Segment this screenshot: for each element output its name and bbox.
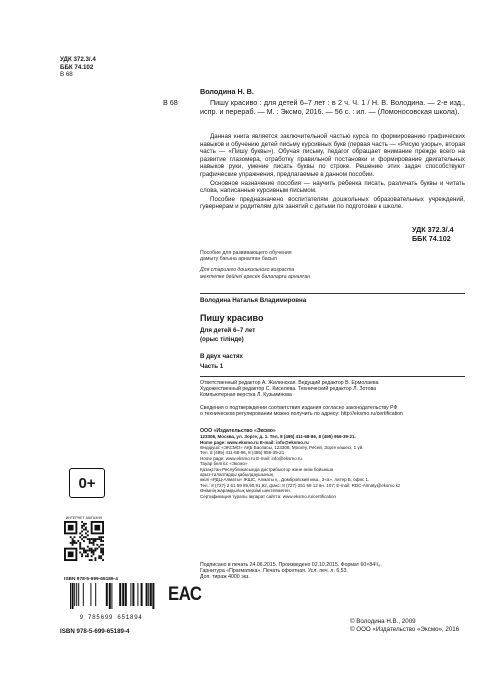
print-info <box>200 562 382 581</box>
publisher-line: арыз-талаптарды қабылдаушының <box>200 472 274 478</box>
bbk-code: ББК 74.102 <box>60 63 94 71</box>
publisher-block <box>200 428 465 499</box>
copyright-block <box>350 618 459 633</box>
book-subtitle: Для детей 6–7 лет <box>200 327 256 334</box>
book-language: (орыс тілінде) <box>200 336 244 343</box>
copyright-line: © Володина Н.В., 2009 <box>350 618 416 625</box>
audience-line: Пособие для развивающего обучения <box>200 250 292 256</box>
record-description: Пишу красиво : для детей 6–7 лет : в 2 ч. Ч. 1 / Н. В. Володина. — 2-е изд., испр. и перераб. — М. : Эксмо, 2016. — 56 с. : ил. — (Ломоносовская школа). <box>200 98 467 116</box>
publisher-line: Тел. 8 (495) 411-68-86, 8 (495) 956-39-21 <box>200 450 285 456</box>
credits-line: Художественный редактор С. Киселева. Технический редактор Л. Зотова <box>200 386 377 393</box>
author-sign: В 68 <box>60 71 73 79</box>
eac-mark: ЕАС <box>168 584 202 605</box>
credits-line: Ответственный редактор А. Жилинская. Ведущий редактор В. Ермолаева <box>200 380 379 386</box>
age-rating-text: 0+ <box>78 474 96 492</box>
abstract <box>200 133 465 211</box>
book-title: Пишу красиво <box>200 313 264 323</box>
publisher-line: Home page: www.eksmo.ru E-mail: info@eksmo.ru. <box>200 455 304 461</box>
print-info-line: Подписано в печать 24.06.2015. Произведено 02.10.2015. Формат 60×84¹/₈. <box>200 562 382 568</box>
certification <box>200 405 403 417</box>
publisher-line: Тел.: 8 (727) 2 51 59 89,90,91,92, факс: 8 (727) 251 58 12 вн. 107; E-mail: RDC-Almaty@eksmo.kz <box>200 482 401 488</box>
udc-code: УДК 372.3/.4 <box>60 56 96 63</box>
barcode-digits: 9 785699 651894 <box>79 614 143 621</box>
isbn-small: ISBN 978-5-699-65189-4 <box>64 577 118 582</box>
credits <box>200 380 378 399</box>
certification-line: Сведения о подтверждении соответствия издания согласно законодательству РФ <box>200 405 398 411</box>
isbn-main: ISBN 978-5-699-65189-4 <box>60 628 130 635</box>
publisher-line: өкілі «РДЦ-Алматы» ЖШС, Алматы қ., Домбровский көш., 3«а», литер Б, офис 1. <box>200 477 370 483</box>
abstract-paragraph: Данная книга является заключительной частью курса по формированию графических навыков и обучению детей письму курсивных букв (первая часть — «Рисую узоры», вторая часть — «Пишу буквы»). Обучая письму, педагог обращает внимание прежде всего на развитие глазомера, отработку правильной постановки и формирование двигательных навыков руки, умение писать буквы по строке. Решению этих задач способствуют графические упражнения, предлагаемые в данном пособии. <box>200 133 465 178</box>
book-parts: В двух частях <box>200 353 243 360</box>
credits-line: Компьютерная верстка Л. Кузьминова <box>200 392 292 399</box>
audience-line: Для старшего дошкольного возраста <box>200 267 295 274</box>
record-side-code: В 68 <box>163 98 178 107</box>
bbk-code-right: ББК 74.102 <box>412 233 451 243</box>
book-part: Часть 1 <box>200 363 224 370</box>
abstract-paragraph: Основное назначение пособия — научить ребенка писать, различать буквы и читать слова, написанные курсивным письмом. <box>200 179 465 195</box>
publisher-name: ООО «Издательство «Эксмо» <box>200 428 276 434</box>
publisher-line: Сертификация туралы ақпарат сайтта: www.eksmo.ru/certification <box>200 493 336 499</box>
isbn-barcode <box>64 583 158 621</box>
publisher-line: Home page: www.eksmo.ru E-mail: info@eksmo.ru <box>200 439 309 445</box>
print-info-line: Гарнитура «Прагматика». Печать офсетная. Усл. печ. л. 6,53. <box>200 568 348 575</box>
publisher-line: Тауар белгісі: «Эксмо» <box>200 461 248 467</box>
qr-code-icon <box>64 521 104 561</box>
certification-line: о техническом регулировании можно получить по адресу: http://eksmo.ru/certification <box>200 411 403 418</box>
record-author: Володина Н. В. <box>200 87 254 96</box>
divider <box>200 293 465 294</box>
audience-line: дамыту бағына арналған басыл <box>200 256 277 263</box>
divider <box>200 376 465 377</box>
copyright-line: © ООО «Издательство «Эксмо», 2016 <box>350 625 460 633</box>
publisher-line: Өнімнің жарамдылық мерзімі шектелмеген. <box>200 488 291 494</box>
qr-caption: ИНТЕРНЕТ-МАГАЗИН <box>65 516 103 520</box>
age-rating-badge <box>69 468 105 498</box>
abstract-paragraph: Пособие предназначено воспитателям дошкольных образовательных учреждений, гувернерам и родителям для занятий с детьми по подготовке к школе. <box>200 195 465 211</box>
author-full-name: Володина Наталья Владимировна <box>200 297 307 304</box>
audience <box>200 250 310 280</box>
print-info-line: Доп. тираж 4000 экз. <box>200 574 250 581</box>
udc-code-right: УДК 372.3/.4 <box>412 225 454 234</box>
barcode-icon <box>64 583 158 609</box>
publisher-line: Қазақстан Республикасында дистрибьютор және өнім бойынша <box>200 466 334 472</box>
audience-line: мектепке дейінгі ересек балаларға арналған <box>200 273 311 280</box>
qr-code <box>64 516 104 568</box>
udc-top-block <box>60 56 96 79</box>
publisher-line: 123308, Москва, ул. Зорге, д. 1. Тел. 8 (495) 411-68-86, 8 (495) 956-39-21. <box>200 434 356 440</box>
publisher-line: Өндіруші: «ЭКСМО» АҚБ Баспасы, 123308, Мәскеу, Ресей, Зорге көшесі, 1 үй. <box>200 445 364 451</box>
udc-right-block <box>412 226 454 243</box>
